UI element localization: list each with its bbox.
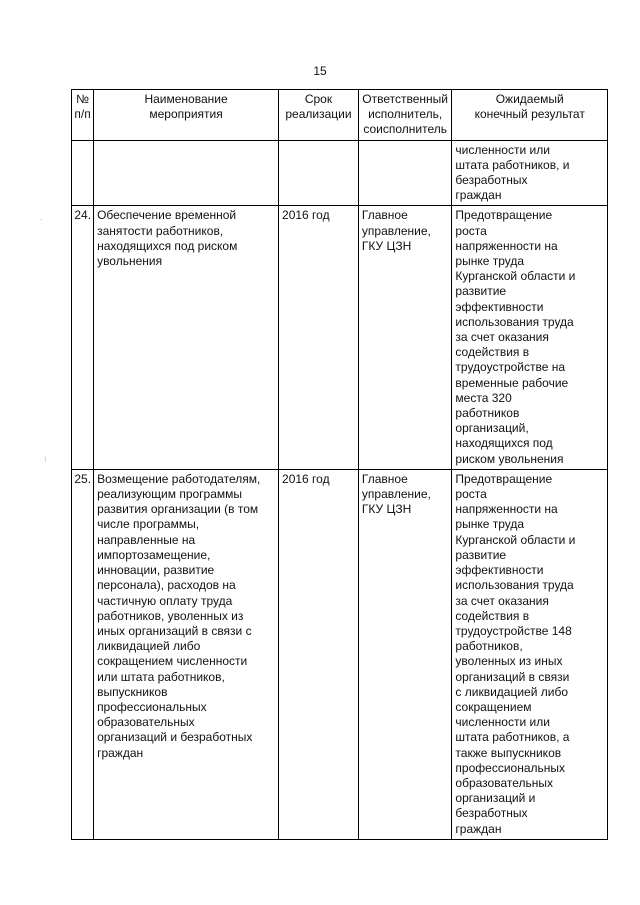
table-header-row	[72, 90, 608, 141]
cell-name: Обеспечение временной занятости работников, находящихся под риском увольнения	[94, 206, 279, 469]
cell-result: Предотвращение роста напряженности на рынке труда Курганской области и развитие эффективности использования труда за счет оказания содействия в трудоустройстве на временные рабочие места 320 работников организаций, находящихся под риском увольнения	[452, 206, 608, 469]
cell-executor	[358, 140, 452, 206]
table-row	[72, 206, 608, 469]
cell-name	[94, 140, 279, 206]
cell-executor: Главное управление, ГКУ ЦЗН	[358, 469, 452, 839]
header-result: Ожидаемый конечный результат	[452, 90, 608, 141]
cell-result: Предотвращение роста напряженности на рынке труда Курганской области и развитие эффективности использования труда за счет оказания содействия в трудоустройстве 148 работников, уволенных из иных организаций в связи с ликвидацией либо сокращением численности или штата работников, а также выпускников профессиональных образовательных организаций и безработных граждан	[452, 469, 608, 839]
header-number: № п/п	[72, 90, 94, 141]
header-executor: Ответственный исполнитель, соисполнитель	[358, 90, 452, 141]
cell-term	[279, 140, 359, 206]
cell-name: Возмещение работодателям, реализующим программы развития организации (в том числе программы, направленные на импортозамещение, инновации, развитие персонала), расходов на частичную оплату труда работников, уволенных из иных организаций в связи с ликвидацией либо сокращением численности или штата работников, выпускников профессиональных образовательных организаций и безработных граждан	[94, 469, 279, 839]
header-name: Наименование мероприятия	[94, 90, 279, 141]
header-term: Срок реализации	[279, 90, 359, 141]
cell-result: численности или штата работников, и безработных граждан	[452, 140, 608, 206]
measures-table	[71, 89, 608, 840]
margin-mark: ·	[40, 215, 43, 224]
cell-executor: Главное управление, ГКУ ЦЗН	[358, 206, 452, 469]
margin-mark: ⁝	[44, 455, 47, 464]
page-number: 15	[313, 64, 327, 78]
cell-number: 24.	[72, 206, 94, 469]
cell-number	[72, 140, 94, 206]
cell-term: 2016 год	[279, 469, 359, 839]
table-row	[72, 469, 608, 839]
cell-term: 2016 год	[279, 206, 359, 469]
cell-number: 25.	[72, 469, 94, 839]
table-row-continuation	[72, 140, 608, 206]
